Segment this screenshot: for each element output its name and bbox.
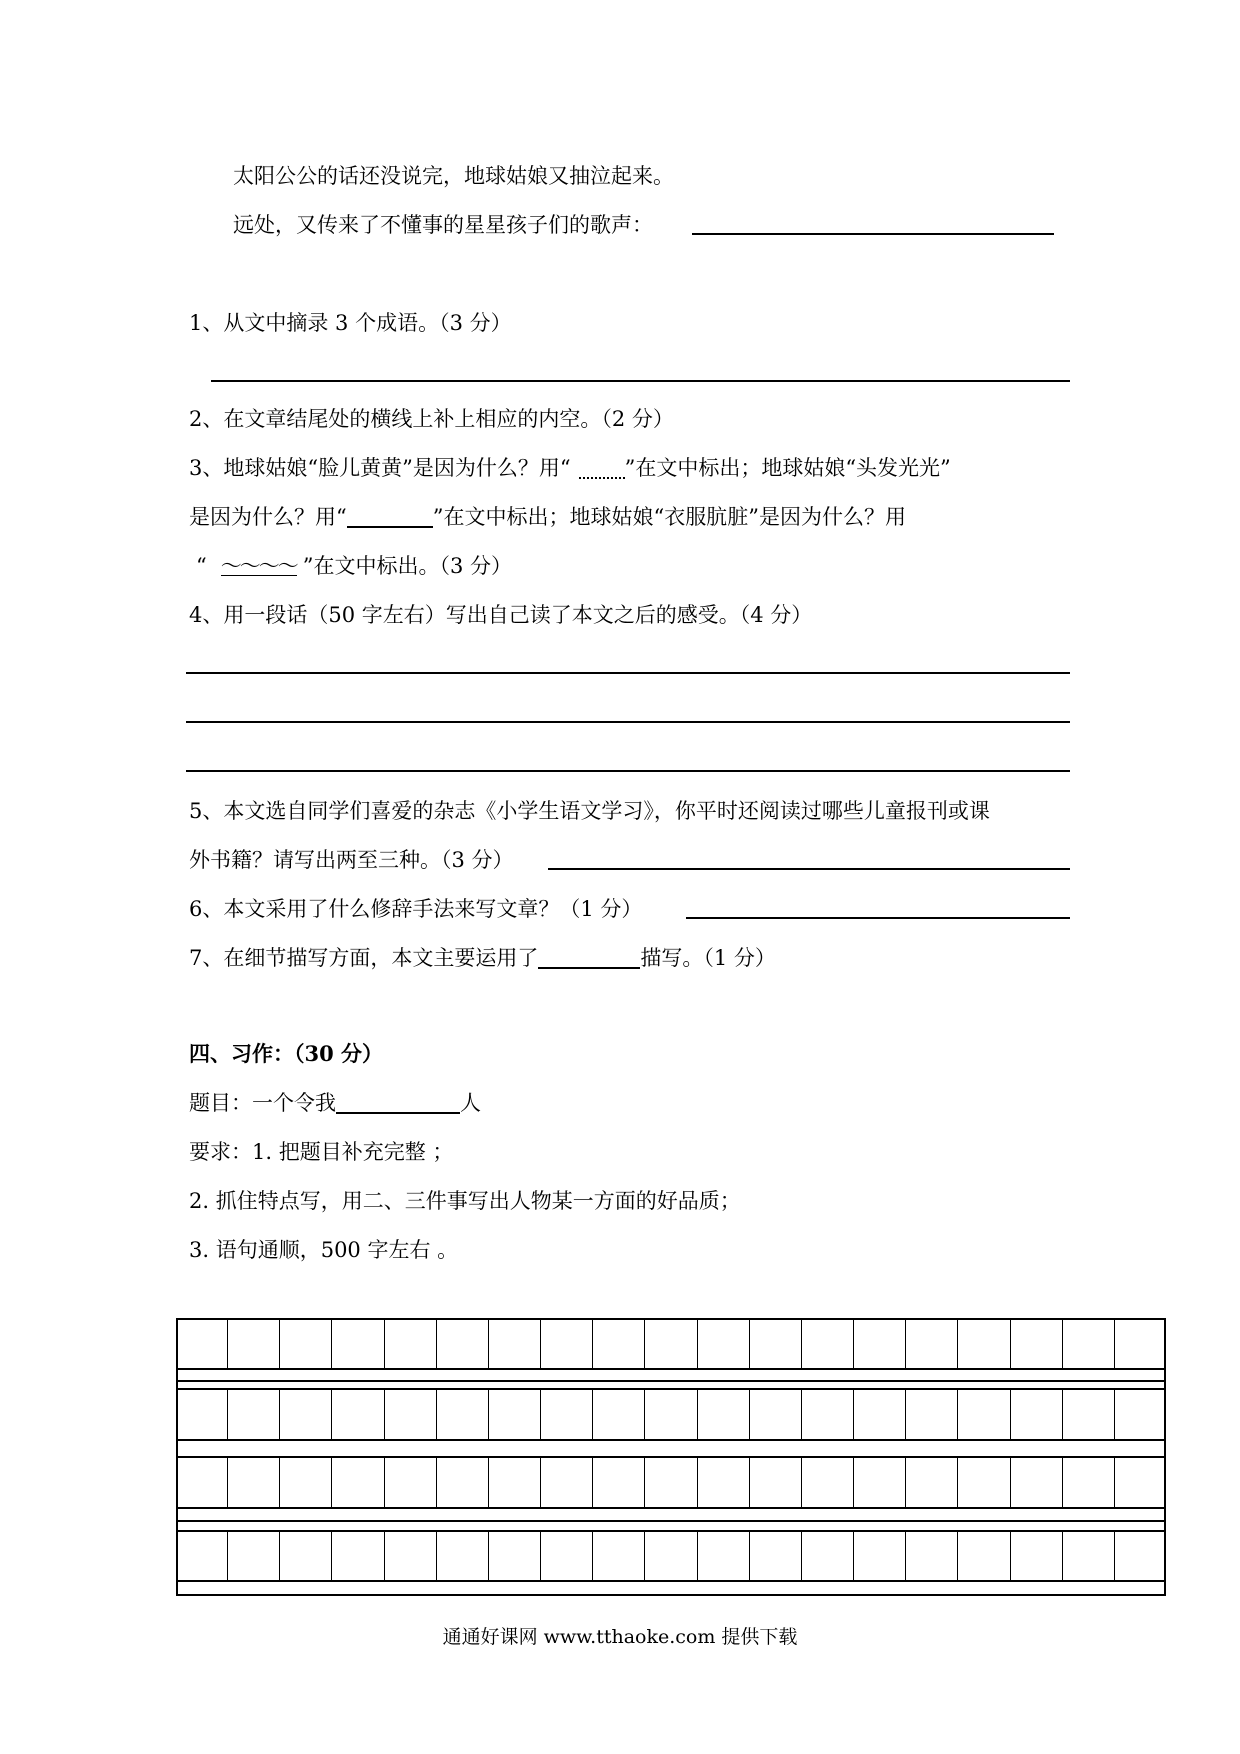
question-4: 4、用一段话（50 字左右）写出自己读了本文之后的感受。（4 分） xyxy=(189,603,813,627)
q7-answer-blank[interactable] xyxy=(538,947,640,969)
grid-cell[interactable] xyxy=(801,1456,853,1507)
grid-cell[interactable] xyxy=(384,1318,436,1369)
q3-text-a2: ”在文中标出；地球姑娘“头发光光” xyxy=(624,456,951,480)
q7-text-a: 7、在细节描写方面，本文主要运用了 xyxy=(189,946,539,970)
grid-cell[interactable] xyxy=(436,1318,488,1369)
grid-cell[interactable] xyxy=(227,1456,279,1507)
question-6: 6、本文采用了什么修辞手法来写文章？（1 分） xyxy=(189,897,643,921)
topic-blank[interactable] xyxy=(336,1092,460,1114)
grid-cell[interactable] xyxy=(1114,1530,1166,1581)
grid-cell[interactable] xyxy=(488,1456,540,1507)
grid-cell[interactable] xyxy=(540,1456,592,1507)
q1-answer-line[interactable] xyxy=(211,380,1070,382)
writing-topic xyxy=(189,1089,481,1117)
grid-cell[interactable] xyxy=(1010,1388,1062,1439)
grid-cell[interactable] xyxy=(697,1530,749,1581)
grid-cell[interactable] xyxy=(957,1456,1009,1507)
q6-answer-line[interactable] xyxy=(686,917,1070,919)
grid-cell[interactable] xyxy=(540,1388,592,1439)
grid-cell[interactable] xyxy=(227,1318,279,1369)
q3-straight-mark xyxy=(347,506,433,528)
q3-text-a1: 3、地球姑娘“脸儿黄黄”是因为什么？用“ xyxy=(189,456,571,480)
grid-cell[interactable] xyxy=(279,1530,331,1581)
grid-cell[interactable] xyxy=(749,1318,801,1369)
topic-text-b: 人 xyxy=(460,1091,481,1115)
grid-cell[interactable] xyxy=(331,1456,383,1507)
grid-cell[interactable] xyxy=(436,1456,488,1507)
q4-answer-line-1[interactable] xyxy=(186,672,1070,674)
q3-dotted-mark xyxy=(579,457,625,479)
question-1: 1、从文中摘录 3 个成语。（3 分） xyxy=(189,311,512,335)
grid-rule xyxy=(176,1380,1166,1382)
grid-row-1 xyxy=(176,1318,1166,1369)
grid-cell[interactable] xyxy=(176,1530,227,1581)
grid-cell[interactable] xyxy=(227,1530,279,1581)
requirement-1: 要求：1. 把题目补充完整 ； xyxy=(189,1140,454,1164)
grid-cell[interactable] xyxy=(592,1388,644,1439)
grid-cell[interactable] xyxy=(905,1388,957,1439)
grid-cell[interactable] xyxy=(1010,1530,1062,1581)
grid-cell[interactable] xyxy=(176,1388,227,1439)
grid-cell[interactable] xyxy=(540,1530,592,1581)
grid-cell[interactable] xyxy=(488,1388,540,1439)
q4-answer-line-3[interactable] xyxy=(186,770,1070,772)
grid-cell[interactable] xyxy=(384,1388,436,1439)
q7-text-b: 描写。（1 分） xyxy=(640,946,776,970)
grid-cell[interactable] xyxy=(801,1388,853,1439)
grid-cell[interactable] xyxy=(644,1456,696,1507)
grid-cell[interactable] xyxy=(749,1456,801,1507)
footer-credit: 通通好课网 www.tthaoke.com 提供下载 xyxy=(442,1626,798,1648)
grid-cell[interactable] xyxy=(905,1318,957,1369)
question-3-line-3 xyxy=(196,552,512,580)
grid-cell[interactable] xyxy=(853,1388,905,1439)
grid-cell[interactable] xyxy=(384,1456,436,1507)
question-5-line-2: 外书籍？请写出两至三种。（3 分） xyxy=(189,848,514,872)
grid-cell[interactable] xyxy=(749,1388,801,1439)
grid-cell[interactable] xyxy=(279,1388,331,1439)
question-3-line-1 xyxy=(189,454,951,482)
writing-heading: 四、习作：（30 分） xyxy=(189,1041,384,1066)
grid-cell[interactable] xyxy=(905,1456,957,1507)
grid-cell[interactable] xyxy=(644,1388,696,1439)
grid-cell[interactable] xyxy=(176,1456,227,1507)
grid-cell[interactable] xyxy=(957,1318,1009,1369)
q3-text-c1: “ xyxy=(196,554,207,578)
grid-cell[interactable] xyxy=(227,1388,279,1439)
grid-cell[interactable] xyxy=(801,1318,853,1369)
question-7 xyxy=(189,944,776,972)
grid-cell[interactable] xyxy=(1010,1318,1062,1369)
grid-cell[interactable] xyxy=(697,1388,749,1439)
grid-rule xyxy=(176,1520,1166,1522)
grid-cell[interactable] xyxy=(279,1456,331,1507)
grid-cell[interactable] xyxy=(853,1530,905,1581)
q3-text-c2: ”在文中标出。（3 分） xyxy=(302,554,513,578)
grid-row-2 xyxy=(176,1388,1166,1439)
grid-cell[interactable] xyxy=(488,1318,540,1369)
grid-cell[interactable] xyxy=(1062,1388,1114,1439)
passage-line-1: 太阳公公的话还没说完，地球姑娘又抽泣起来。 xyxy=(233,164,674,188)
grid-rule xyxy=(176,1439,1166,1441)
grid-cell[interactable] xyxy=(957,1388,1009,1439)
grid-row-4 xyxy=(176,1530,1166,1581)
grid-cell[interactable] xyxy=(384,1530,436,1581)
question-5-line-1: 5、本文选自同学们喜爱的杂志《小学生语文学习》，你平时还阅读过哪些儿童报刊或课 xyxy=(189,799,990,823)
grid-cell[interactable] xyxy=(1114,1456,1166,1507)
grid-cell[interactable] xyxy=(1114,1388,1166,1439)
grid-cell[interactable] xyxy=(644,1318,696,1369)
grid-cell[interactable] xyxy=(749,1530,801,1581)
question-2: 2、在文章结尾处的横线上补上相应的内空。（2 分） xyxy=(189,407,674,431)
grid-cell[interactable] xyxy=(697,1456,749,1507)
grid-cell[interactable] xyxy=(853,1456,905,1507)
q3-text-b1: 是因为什么？用“ xyxy=(189,505,347,529)
grid-cell[interactable] xyxy=(1062,1456,1114,1507)
grid-cell[interactable] xyxy=(436,1388,488,1439)
grid-cell[interactable] xyxy=(279,1318,331,1369)
grid-cell[interactable] xyxy=(1062,1318,1114,1369)
grid-cell[interactable] xyxy=(592,1530,644,1581)
grid-cell[interactable] xyxy=(1062,1530,1114,1581)
grid-cell[interactable] xyxy=(853,1318,905,1369)
grid-cell[interactable] xyxy=(540,1318,592,1369)
grid-cell[interactable] xyxy=(1010,1456,1062,1507)
grid-cell[interactable] xyxy=(331,1388,383,1439)
requirement-2: 2. 抓住特点写，用二、三件事写出人物某一方面的好品质； xyxy=(189,1189,741,1213)
grid-cell[interactable] xyxy=(592,1318,644,1369)
grid-cell[interactable] xyxy=(697,1318,749,1369)
q5-answer-line[interactable] xyxy=(548,868,1070,870)
topic-text-a: 题目：一个令我 xyxy=(189,1091,336,1115)
requirement-3: 3. 语句通顺，500 字左右 。 xyxy=(189,1238,459,1262)
grid-cell[interactable] xyxy=(1114,1318,1166,1369)
passage-line-2: 远处，又传来了不懂事的星星孩子们的歌声： xyxy=(233,213,653,237)
grid-cell[interactable] xyxy=(957,1530,1009,1581)
grid-cell[interactable] xyxy=(176,1318,227,1369)
grid-cell[interactable] xyxy=(905,1530,957,1581)
grid-cell[interactable] xyxy=(436,1530,488,1581)
q3-text-b2: ”在文中标出；地球姑娘“衣服肮脏”是因为什么？用 xyxy=(432,505,906,529)
q3-wavy-mark: ～～～～ xyxy=(220,554,297,578)
grid-cell[interactable] xyxy=(488,1530,540,1581)
passage-answer-line[interactable] xyxy=(692,233,1054,235)
grid-cell[interactable] xyxy=(592,1456,644,1507)
grid-cell[interactable] xyxy=(801,1530,853,1581)
grid-cell[interactable] xyxy=(644,1530,696,1581)
grid-rule xyxy=(176,1507,1166,1509)
grid-cell[interactable] xyxy=(331,1318,383,1369)
question-3-line-2 xyxy=(189,503,906,531)
grid-cell[interactable] xyxy=(331,1530,383,1581)
q4-answer-line-2[interactable] xyxy=(186,721,1070,723)
grid-row-3 xyxy=(176,1456,1166,1507)
